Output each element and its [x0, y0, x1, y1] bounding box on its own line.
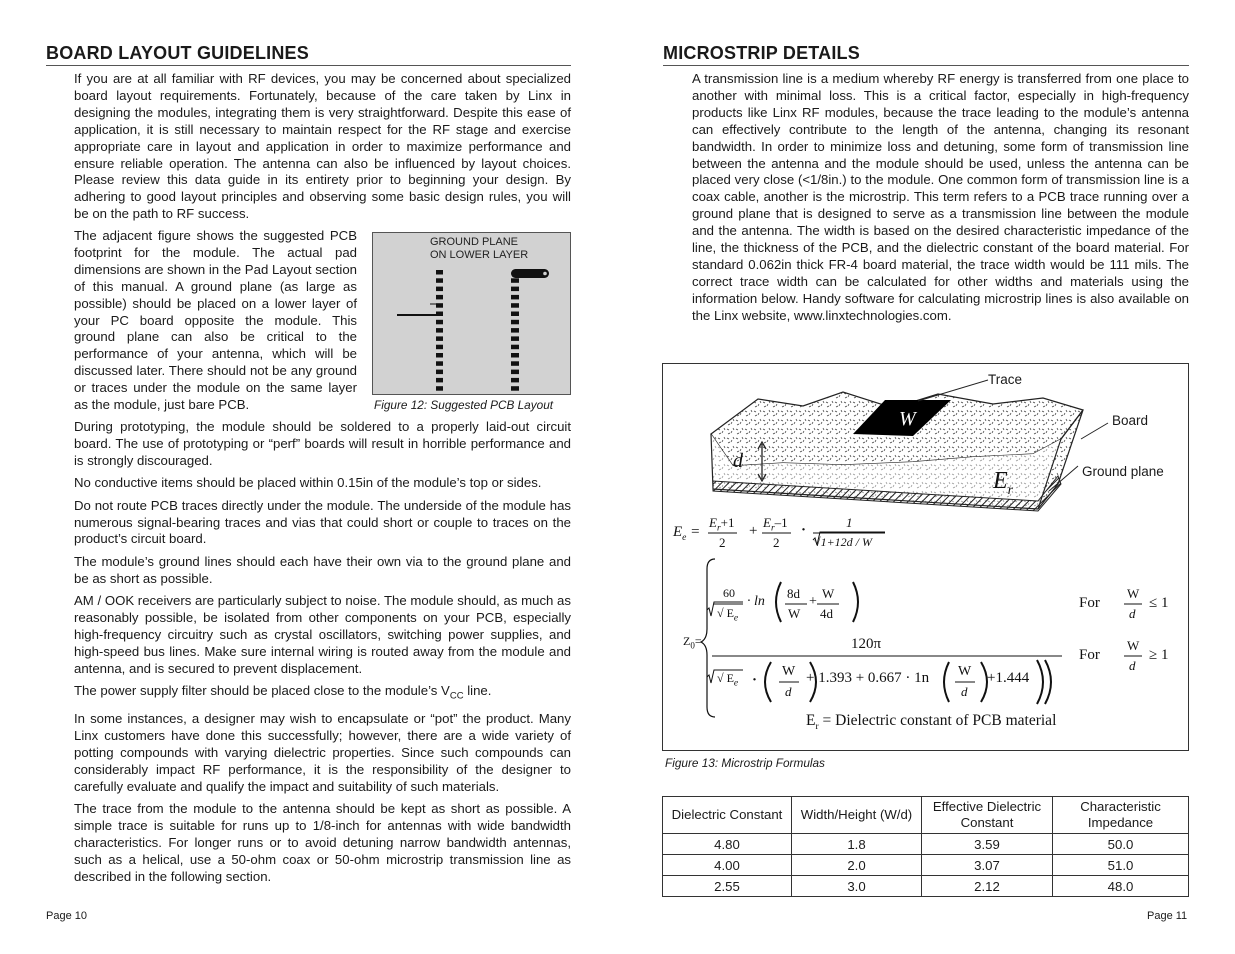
condition-1-for: For	[1079, 595, 1100, 611]
microstrip-board-drawing	[663, 364, 1187, 749]
figure-paragraph-column	[74, 228, 357, 419]
ground-plane-label: Ground plane	[1082, 464, 1164, 479]
paragraph-prototyping: During prototyping, the module should be soldered to a properly laid-out circuit board. The use of prototyping or “perf” boards will result in horrible performance and is strongly discouraged.	[74, 419, 571, 468]
eq1-dot: ·	[801, 522, 807, 538]
row1-b-den: 4d	[820, 606, 833, 621]
paragraph-potting: In some instances, a designer may wish to encapsulate or “pot” the product. Many Linx customers have done this successfully; however, there are a wide variety of potting compounds with varying dielectric properties. Since such compounds can considerably impact RF performance, it is the responsibility of the designer to carefully evaluate and qualify the impact and suitability of such materials.	[74, 711, 571, 794]
row2-w: W	[782, 664, 796, 679]
paragraph-power-supply: The power supply filter should be placed close to the module’s $V_{CC}$ line.	[74, 683, 492, 702]
eq1-c-num: 1	[846, 515, 853, 530]
pad	[511, 378, 519, 383]
pad	[511, 312, 519, 317]
pad	[436, 270, 443, 275]
pad	[511, 295, 519, 300]
figure-12-caption: Figure 12: Suggested PCB Layout	[374, 398, 554, 412]
figure-paragraph: The adjacent figure shows the suggested PCB footprint for the module. The actual pad dimensions are shown in the Pad Layout section of this manual. A ground plane (as large as possible) should be placed on a lower layer of your PC board opposite the module. This ground plane can also be critical to the performance of your antenna, which will be discussed later. There should not be any ground or traces under the module on the same layer as the module, just bare PCB.	[74, 228, 357, 413]
intro-paragraph: If you are at all familiar with RF devices, you may be concerned about specialized board layout requirements. Fortunately, because of the care taken by Linx in designing the modules, integrating them is very straightforward. Despite this ease of application, it is still necessary to maintain respect for the RF stage and exercise appropriate care in layout and application in order to maximize performance and ensure reliable operation. The antenna can also be influenced by layout choices. Please review this data guide in its entirety prior to beginning your design. By adhering to good layout principles and observing some basic design rules, you will be on the path to RF success.	[74, 71, 571, 222]
table-cell: 2.55	[663, 876, 792, 897]
left-intro-column	[74, 71, 571, 229]
paragraph-antenna-trace: The trace from the module to the antenna should be kept as short as possible. A simple trace is suitable for runs up to 1/8-inch for antennas with wide bandwidth characteristics. For longer runs or to avoid detuning narrow bandwidth antennas, such as a helical, use a 50-ohm coax or 50-ohm microstrip transmission line as described in the following section.	[74, 801, 571, 884]
page-number-right: Page 11	[1147, 910, 1188, 922]
row1-num: 60	[723, 586, 735, 600]
header-effective-dielectric: Effective Dielectric Constant	[922, 797, 1053, 834]
pad	[436, 345, 443, 350]
condition-1-d: d	[1129, 606, 1136, 621]
pcb-footprint-drawing	[373, 233, 570, 394]
condition-2-cmp: ≥ 1	[1149, 647, 1169, 663]
eq1-lhs: $E_e$ =	[673, 524, 701, 543]
table-cell: 2.12	[922, 876, 1053, 897]
table-cell: 48.0	[1053, 876, 1189, 897]
condition-2-w: W	[1127, 638, 1140, 653]
eq1-a-num: $E_r+1$	[709, 515, 735, 534]
row2-dot: ·	[752, 672, 758, 688]
board-leader	[1081, 423, 1108, 439]
thickness-symbol: d	[733, 450, 743, 472]
pad	[436, 353, 443, 358]
condition-2-d: d	[1129, 658, 1136, 673]
condition-1-cmp: ≤ 1	[1149, 595, 1169, 611]
table-cell: 1.8	[792, 834, 922, 855]
row2-d2: d	[961, 684, 968, 699]
right-body-column	[692, 71, 1189, 330]
eq1-b-den: 2	[773, 535, 780, 550]
right-heading-rule	[663, 65, 1189, 66]
trace-width-symbol: W	[899, 408, 916, 430]
right-heading: MICROSTRIP DETAILS	[663, 43, 860, 63]
table-cell: 3.0	[792, 876, 922, 897]
paragraph-conductive: No conductive items should be placed within 0.15in of the module’s top or sides.	[74, 475, 542, 491]
row1-a-num: 8d	[787, 586, 800, 601]
row1-ln: · ln	[747, 594, 765, 609]
paragraph-noise: AM / OOK receivers are particularly subject to noise. The module should, as much as reasonably possible, be isolated from other components on your PCB, especially high-frequency circuitry such as crystal oscillators, switching power supplies, and high-speed bus lines. Make sure internal wiring is routed away from the module and antenna, and is secured to prevent displacement.	[74, 593, 571, 676]
table-cell: 2.0	[792, 855, 922, 876]
left-pad-column	[436, 270, 443, 391]
pad	[511, 353, 519, 358]
table-cell: 3.07	[922, 855, 1053, 876]
pad	[436, 320, 443, 325]
paragraph-traces: Do not route PCB traces directly under the module. The underside of the module has numerous signal-bearing traces and vias that could short or couple to traces on the product’s circuit board.	[74, 497, 571, 547]
pad	[436, 303, 443, 308]
right-pad-column	[511, 278, 519, 390]
figure-13-caption: Figure 13: Microstrip Formulas	[665, 756, 825, 770]
microstrip-table	[662, 796, 1189, 897]
pad	[436, 370, 443, 375]
table-row	[663, 834, 1189, 855]
pad	[511, 303, 519, 308]
pad	[436, 386, 443, 391]
board-label: Board	[1112, 413, 1149, 428]
row1-den: √ $E_e$	[717, 606, 739, 624]
z0-label: $Z_0=$	[683, 634, 702, 651]
left-heading-rule	[46, 65, 571, 66]
row2-mid: + 1.393 + 0.667 · 1n	[806, 670, 930, 686]
table-cell: 51.0	[1053, 855, 1189, 876]
pad	[511, 386, 519, 391]
pcb-layout-figure	[372, 232, 571, 395]
dielectric-symbol: $E_r$	[993, 468, 1014, 498]
pad	[436, 328, 443, 333]
condition-2-for: For	[1079, 647, 1100, 663]
pad	[511, 287, 519, 292]
table-cell: 50.0	[1053, 834, 1189, 855]
eq1-a-den: 2	[719, 535, 726, 550]
table-header-row	[663, 797, 1189, 834]
trace-label: Trace	[988, 372, 1023, 387]
header-impedance: Characteristic Impedance	[1053, 797, 1189, 834]
table-row	[663, 876, 1189, 897]
eq1-b-num: $E_r-1$	[763, 515, 788, 534]
left-heading: BOARD LAYOUT GUIDELINES	[46, 43, 309, 63]
ground-plane-label: GROUND PLANE ON LOWER LAYER	[430, 236, 529, 261]
page-number-left: Page 10	[46, 910, 87, 922]
pad	[436, 287, 443, 292]
row2-w2: W	[958, 664, 972, 679]
pad	[511, 361, 519, 366]
row1-plus: +	[809, 594, 817, 609]
table-cell: 4.00	[663, 855, 792, 876]
row2-den: √ $E_e$	[717, 671, 739, 689]
pad	[511, 320, 519, 325]
condition-1-w: W	[1127, 586, 1140, 601]
equation-brace	[701, 559, 715, 717]
pad	[436, 378, 443, 383]
pad	[511, 370, 519, 375]
pad	[436, 278, 443, 283]
table-cell: 4.80	[663, 834, 792, 855]
dielectric-definition: $E_r$ = Dielectric constant of PCB material	[806, 712, 1057, 733]
table-cell: 3.59	[922, 834, 1053, 855]
pad	[436, 361, 443, 366]
pad	[511, 278, 519, 283]
eq1-plus: +	[749, 523, 758, 539]
pad	[511, 328, 519, 333]
pad	[436, 295, 443, 300]
header-dielectric-constant: Dielectric Constant	[663, 797, 792, 834]
row2-d: d	[785, 684, 792, 699]
row1-b-num: W	[822, 586, 835, 601]
row2-end: +1.444	[987, 670, 1030, 686]
row1-a-den: W	[788, 606, 801, 621]
pad	[436, 336, 443, 341]
paragraph-ground-lines: The module’s ground lines should each have their own via to the ground plane and be as short as possible.	[74, 553, 571, 586]
microstrip-figure	[662, 363, 1189, 751]
microstrip-paragraph: A transmission line is a medium whereby RF energy is transferred from one place to another with minimal loss. This is a critical factor, especially in high-frequency products like Linx RF modules, because the trace leading to the module’s antenna can effectively contribute to the length of the antenna, changing its resonant bandwidth. In order to minimize loss and detuning, some form of transmission line between the antenna and the module should be used, unless the antenna can be placed very close (<1/8in.) to the module. One common form of transmission line is a coax cable, another is the microstrip. This term refers to a PCB trace running over a ground plane that is designed to serve as a transmission line between the module and the antenna. The width is based on the desired characteristic impedance of the line, the thickness of the PCB, and the dielectric constant of the board material. For standard 0.062in thick FR-4 board material, the trace width would be 111 mils. The correct trace width can be calculated for other widths and materials using the information below. Handy software for calculating microstrip lines is also available on the Linx website, www.linxtechnologies.com.	[692, 71, 1189, 323]
pad	[511, 336, 519, 341]
table-row	[663, 855, 1189, 876]
antenna-pad-hole	[543, 272, 547, 276]
pad	[511, 345, 519, 350]
eq1-c-den: √1+12d / W	[814, 535, 873, 549]
row2-num: 120π	[851, 636, 882, 652]
left-body-column	[74, 419, 571, 891]
header-width-height: Width/Height (W/d)	[792, 797, 922, 834]
